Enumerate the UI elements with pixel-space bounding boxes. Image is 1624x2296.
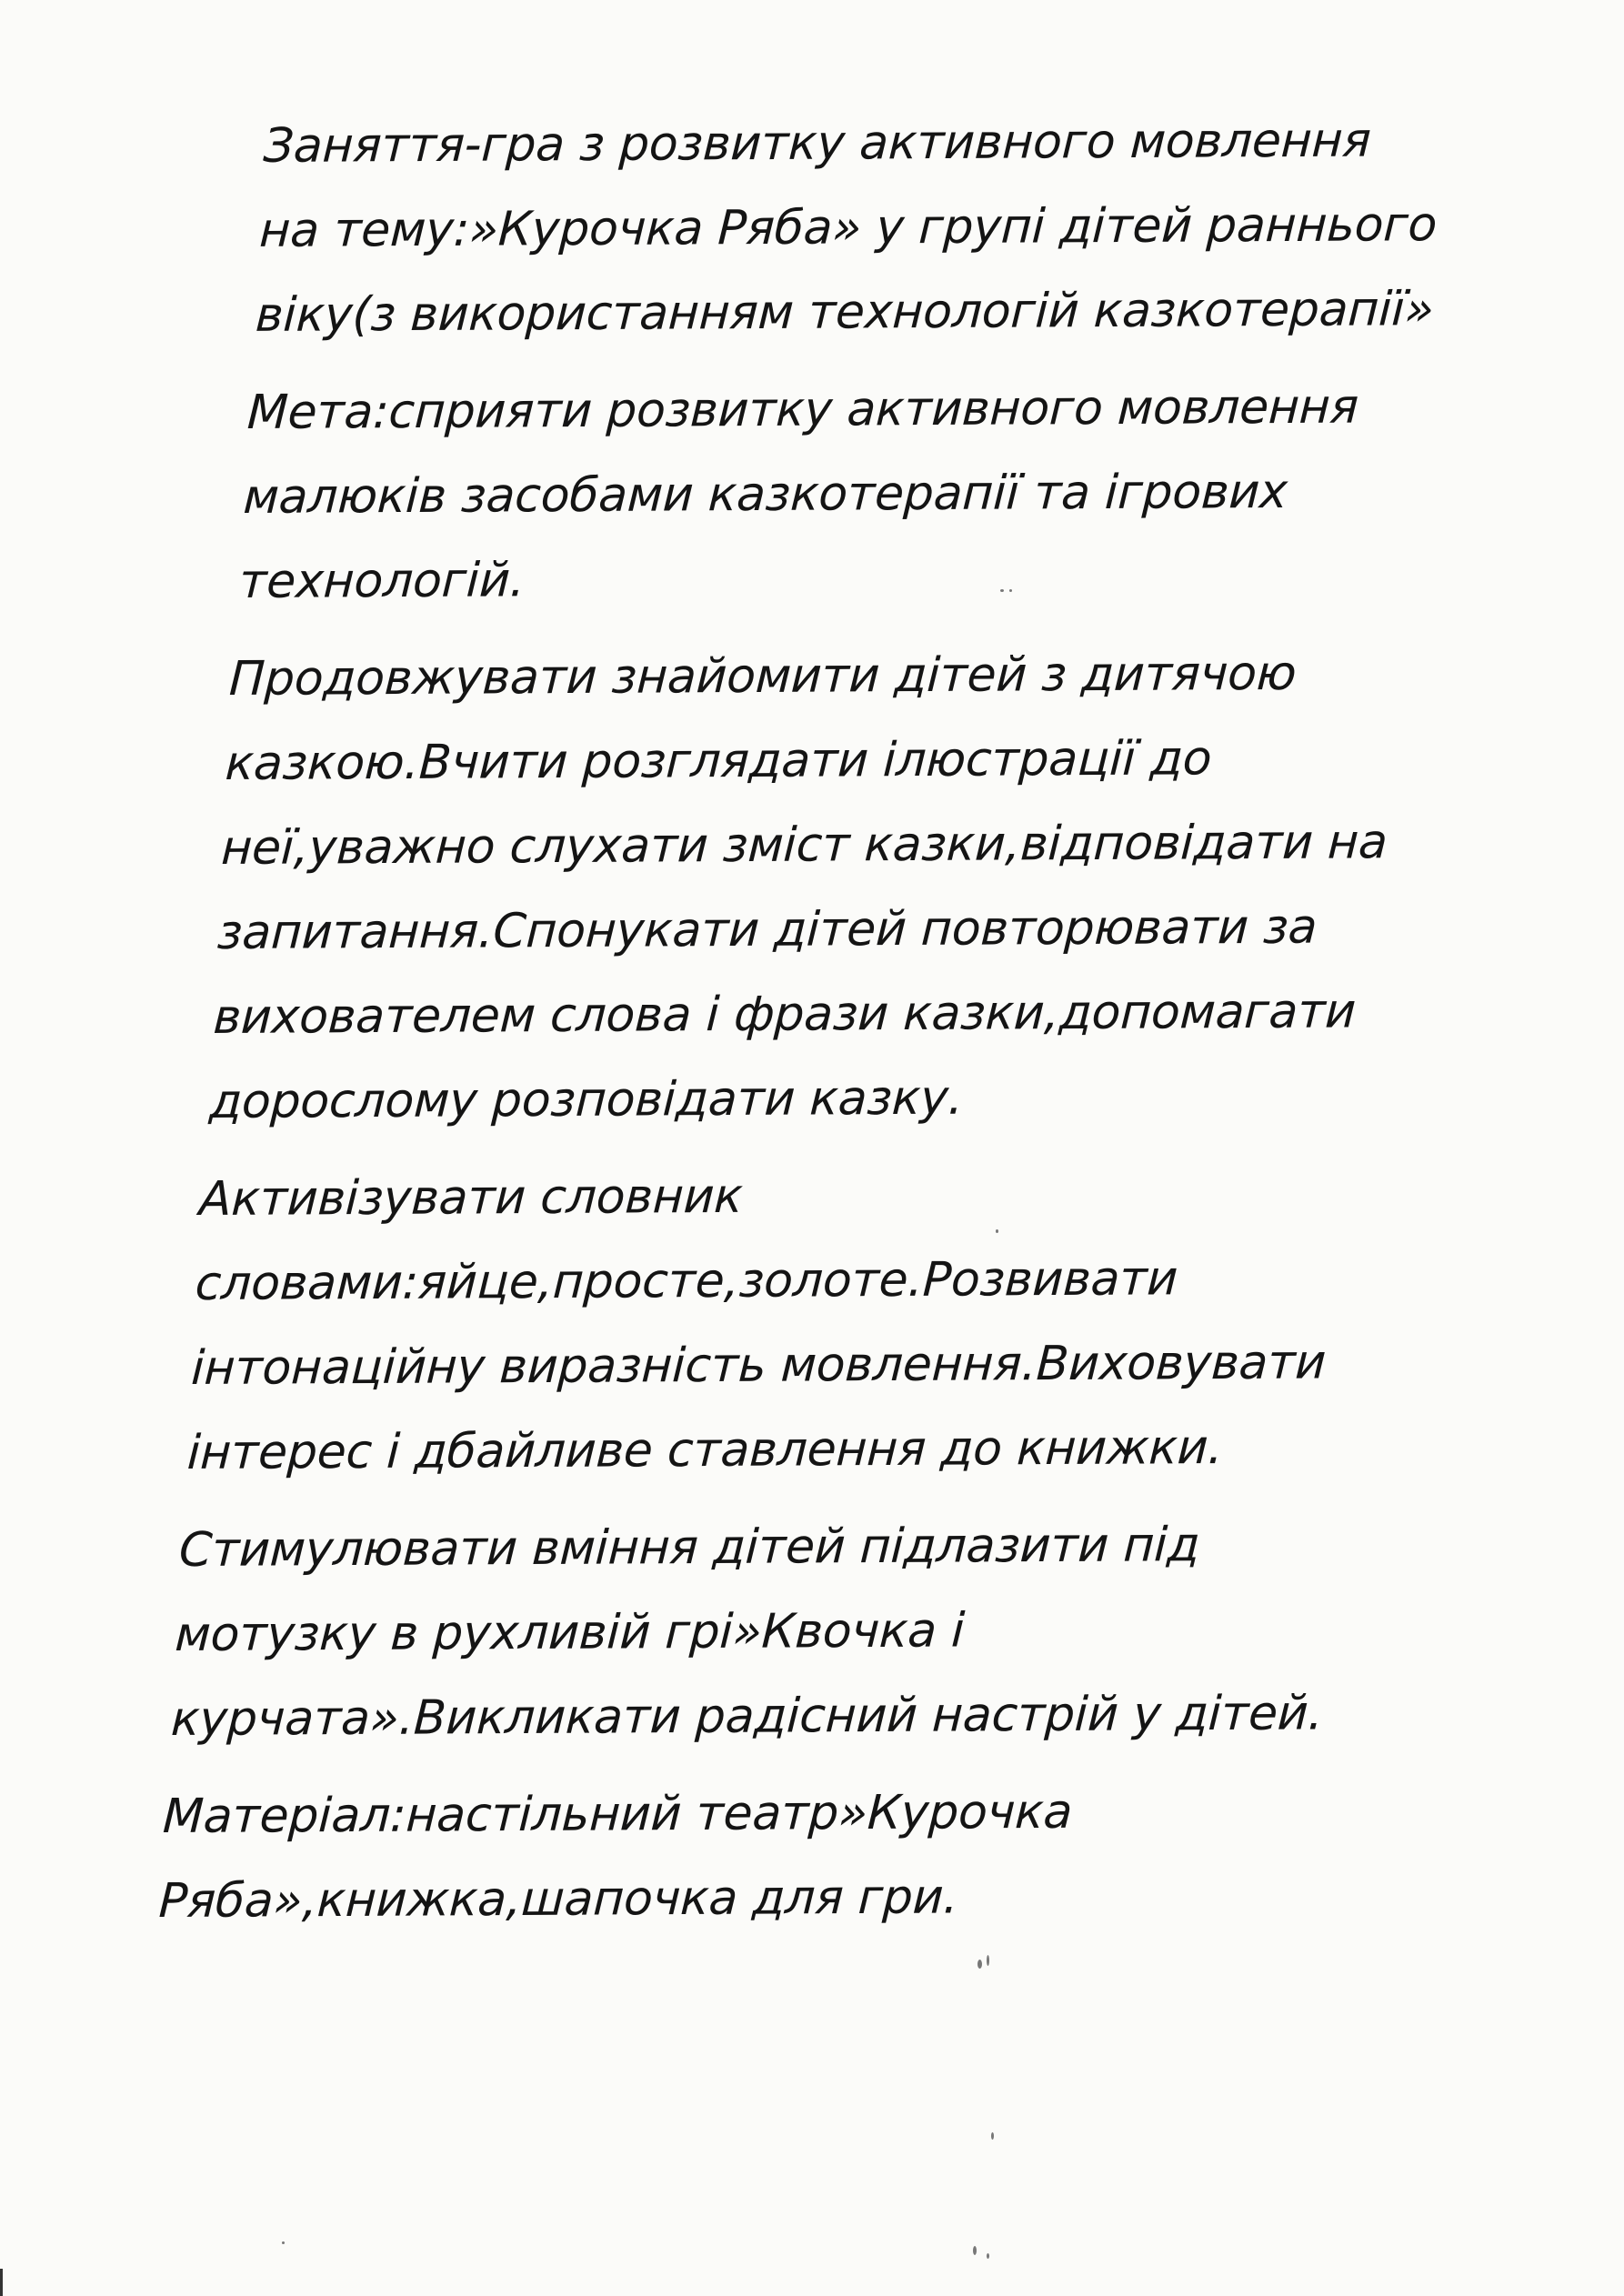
vocabulary-paragraph [185, 1151, 1497, 1496]
scan-speck [973, 2246, 977, 2255]
materials-line: Ряба»,книжка,шапочка для гри. [157, 1870, 960, 1930]
fairy-tale-paragraph [207, 631, 1521, 1145]
scan-speck [1009, 589, 1012, 592]
materials-line: Матеріал:настільний театр»Курочка [161, 1784, 1074, 1845]
paragraph-line: запитання.Спонукати дітей повторювати за [216, 899, 1318, 960]
goal-line: технологій. [237, 553, 526, 609]
title-line: Заняття-гра з розвитку активного мовлення [262, 113, 1372, 174]
paragraph-line: вихователем слова і фрази казки,допомагати [212, 984, 1358, 1045]
title-line: на тему:»Курочка Ряба» у групі дітей раннього [258, 197, 1439, 258]
goal-line: малюків засобами казкотерапії та ігрових [242, 464, 1289, 525]
scan-speck [987, 1955, 989, 1966]
scan-speck [991, 2132, 994, 2140]
paragraph-line: Стимулювати вміння дітей підлазити під [177, 1518, 1201, 1579]
paragraph-line: словами:яйце,просте,золоте.Розвивати [194, 1251, 1179, 1312]
scan-speck [1000, 589, 1004, 592]
scan-speck [977, 1960, 982, 1969]
goal-line: Мета:сприяти розвитку активного мовлення [246, 379, 1360, 440]
scan-speck [282, 2241, 285, 2244]
paragraph-line: інтонаційну виразність мовлення.Виховувати [190, 1335, 1328, 1397]
scan-edge-mark [0, 2269, 3, 2296]
paragraph-line: неї,уважно слухати зміст казки,відповідати на [219, 815, 1389, 876]
paragraph-line: Активізувати словник [197, 1168, 744, 1228]
scan-speck [987, 2253, 989, 2259]
materials-paragraph [157, 1769, 1468, 1944]
paragraph-line: курчата».Викликати радісний настрій у дітей. [169, 1686, 1325, 1748]
paragraph-line: мотузку в рухливій грі»Квочка і [174, 1603, 966, 1663]
paragraph-line: інтерес і дбайливе ставлення до книжки. [185, 1420, 1225, 1481]
document-body [157, 98, 1546, 1957]
game-paragraph [169, 1502, 1480, 1762]
paragraph-line: Продовжувати знайомити дітей з дитячою [227, 646, 1298, 707]
goal-paragraph [237, 365, 1534, 625]
document-title [254, 98, 1547, 358]
paragraph-line: дорослому розповідати казку. [207, 1070, 965, 1129]
title-line: віку(з використанням технологій казкотерапії» [254, 282, 1436, 343]
scan-speck [996, 1229, 998, 1233]
paragraph-line: казкою.Вчити розглядати ілюстрації до [224, 731, 1213, 791]
